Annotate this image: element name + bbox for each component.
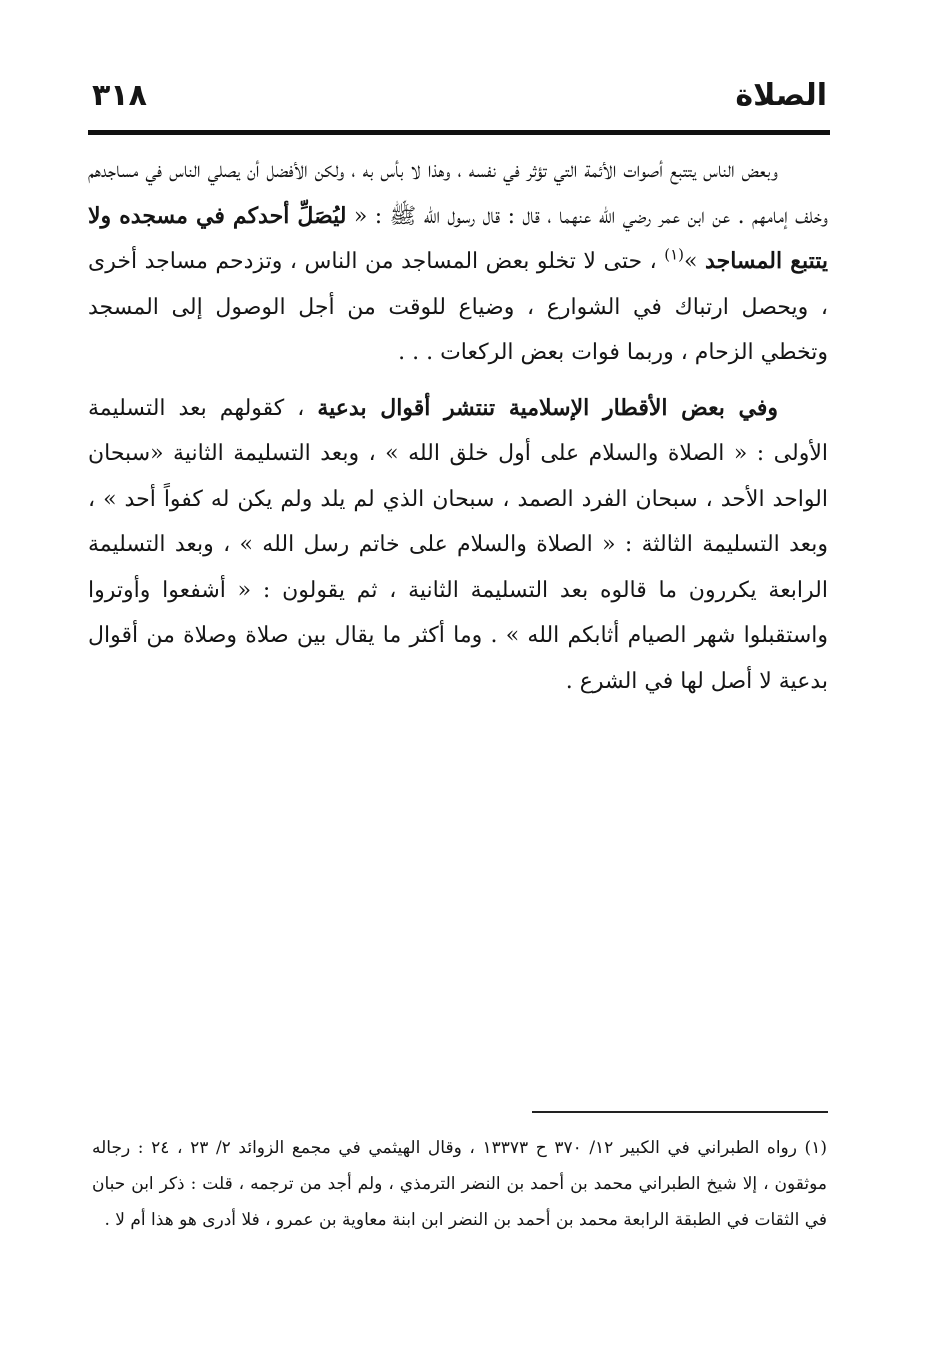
paragraph-1-text-b: ، حتى لا تخلو بعض المساجد من الناس ، وتزدحم مساجد أخرى ، ويحصل ارتباك في الشوارع ، وضياع للوقت من أجل الوصول إلى المسجد وتخطي الزحام ، وربما فوات بعض الركعات . . . xyxy=(88,249,828,365)
footnote-divider xyxy=(532,1111,828,1113)
paragraph-2-lead: وفي بعض الأقطار الإسلامية تنتشر أقوال بدعية xyxy=(317,394,778,421)
paragraph-1-quote-close: » xyxy=(684,249,698,274)
paragraph-1-text-a: وبعض الناس يتتبع أصوات الأئمة التي تؤثر في نفسه ، وهذا لا بأس به ، ولكن الأفضل أن يصلي الناس في مساجدهم وخلف إمامهم . عن ابن عمر رضي الله عنهما ، قال : قال رسول الله ﷺ : « xyxy=(88,158,828,229)
hadith-quote: ليُصَلِّ أحدكم في مسجده ولا يتتبع المساجد xyxy=(88,202,829,274)
chapter-title: الصلاة xyxy=(735,78,827,113)
paragraph-1 xyxy=(88,148,828,376)
header-divider xyxy=(88,130,830,135)
footnote-reference: (١) xyxy=(664,245,685,264)
main-text xyxy=(88,148,828,704)
page-number: ٣١٨ xyxy=(92,78,147,113)
paragraph-2 xyxy=(88,386,828,705)
running-header xyxy=(92,72,827,122)
paragraph-2-text: ، كقولهم بعد التسليمة الأولى : « الصلاة والسلام على أول خلق الله » ، وبعد التسليمة الثانية «سبحان الواحد الأحد ، سبحان الفرد الصمد ، سبحان الذي لم يلد ولم يكن له كفواً أحد » ، وبعد التسليمة الثالثة : « الصلاة والسلام على خاتم رسل الله » ، وبعد التسليمة الرابعة يكررون ما قالوه بعد التسليمة الثانية ، ثم يقولون : « أشفعوا وأوتروا واستقبلوا شهر الصيام أثابكم الله » . وما أكثر ما يقال بين صلاة وصلاة من أقوال بدعية لا أصل لها في الشرع . xyxy=(88,395,828,694)
footnote-1: (١) رواه الطبراني في الكبير ١٢/ ٣٧٠ ح ١٣٣٧٣ ، وقال الهيثمي في مجمع الزوائد ٢/ ٢٣ ، ٢٤ : رجاله موثقون ، إلا شيخ الطبراني محمد بن أحمد بن النضر الترمذي ، ولم أجد من ترجمه ، قلت : ذكر ابن حبان في الثقات في الطبقة الرابعة محمد بن أحمد بن النضر ابن ابنة معاوية بن عمرو ، فلا أدرى هو هذا أم لا . xyxy=(92,1138,827,1230)
